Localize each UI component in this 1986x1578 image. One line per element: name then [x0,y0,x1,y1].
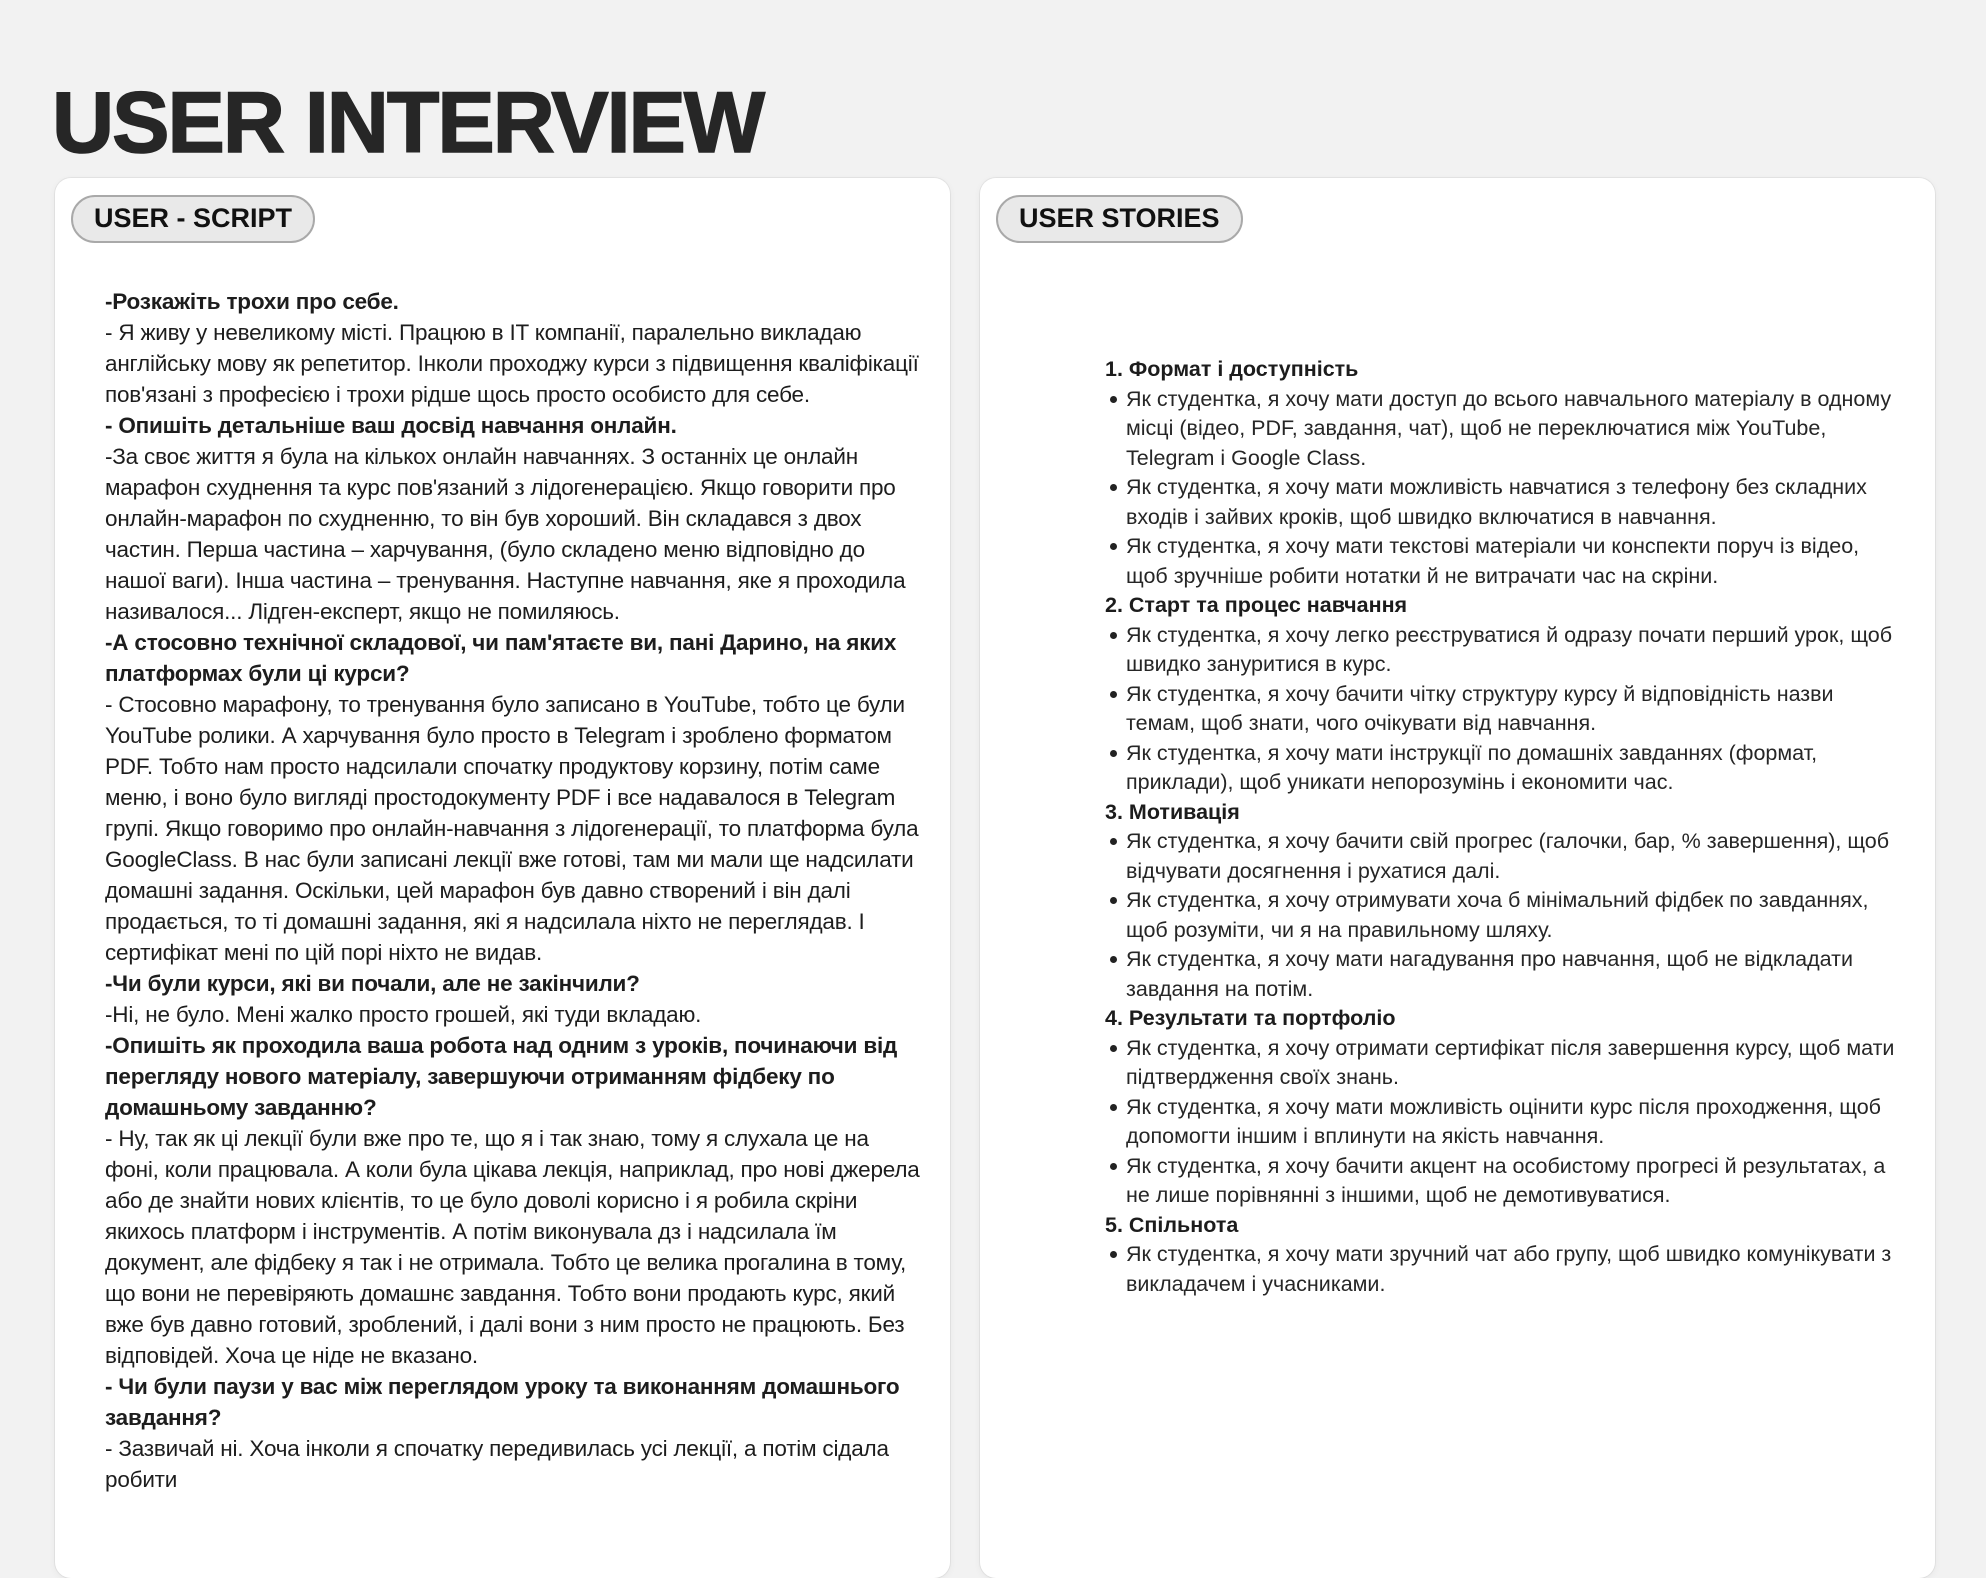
story-section-heading: 2. Старт та процес навчання [1105,593,1408,617]
story-section-heading: 5. Спільнота [1105,1212,1239,1237]
story-item: Як студентка, я хочу мати нагадування про навчання, щоб не відкладати завдання на потім. [1105,945,1903,1004]
story-section-heading: 3. Мотивація [1105,799,1240,824]
user-stories-list [980,243,1935,1299]
user-stories-badge[interactable]: USER STORIES [996,195,1243,243]
interview-answer: - Я живу у невеликому місті. Працюю в IT компанії, паралельно викладаю англійську мову як репетитор. Інколи проходжу курси з підвищення кваліфікації пов'язані з професією і трохи рідше щось просто особисто для себе. [105,320,919,407]
story-list [1105,1034,1903,1211]
interview-question: -Опишіть як проходила ваша робота над одним з уроків, починаючи від перегляду нового матеріалу, завершуючи отриманням фідбеку по домашньому завданню? [105,1033,898,1120]
story-item: Як студентка, я хочу легко реєструватися й одразу почати перший урок, щоб швидко зануритися в курс. [1105,621,1903,680]
story-list [1105,1240,1903,1299]
interview-question: - Чи були паузи у вас між переглядом уроку та виконанням домашнього завдання? [105,1374,900,1430]
interview-answer: - Стосовно марафону, то тренування було записано в YouTube, тобто це були YouTube ролики. А харчування було просто в Telegram і зроблено форматом PDF. Тобто нам просто надсилали спочатку продуктову корзину, потім саме меню, і воно було вигляді простодокументу PDF і все надавалося в Telegram групі. Якщо говоримо про онлайн-навчання з лідогенерації, то платформа була GoogleClass. В нас були записані лекції вже готові, там ми мали ще надсилати домашні задання. Оскільки, цей марафон був давно створений і він далі продається, то ті домашні задання, які я надсилала ніхто не переглядав. І сертифікат мені по цій порі ніхто не видав. [105,692,919,965]
story-item: Як студентка, я хочу бачити свій прогрес (галочки, бар, % завершення), щоб відчувати досягнення і рухатися далі. [1105,827,1903,886]
user-script-badge[interactable]: USER - SCRIPT [71,195,315,243]
story-item: Як студентка, я хочу отримувати хоча б мінімальний фідбек по завданнях, щоб розуміти, чи я на правильному шляху. [1105,886,1903,945]
user-script-panel[interactable] [55,178,950,1578]
story-list [1105,385,1903,592]
story-item: Як студентка, я хочу мати можливість навчатися з телефону без складних входів і зайвих кроків, щоб швидко включатися в навчання. [1105,473,1903,532]
interview-answer: - Ну, так як ці лекції були вже про те, що я і так знаю, тому я слухала це на фоні, коли працювала. А коли була цікава лекція, наприклад, про нові джерела або де знайти нових клієнтів, то це було доволі корисно і я робила скріни якихось платформ і інструментів. А потім виконувала дз і надсилала їм документ, але фідбеку я так і не отримала. Тобто це велика прогалина в тому, що вони не перевіряють домашнє завдання. Тобто вони продають курс, який вже був давно готовий, зроблений, і далі вони з ним просто не працюють. Без відповідей. Хоча це ніде не вказано. [105,1126,920,1368]
story-item: Як студентка, я хочу мати інструкції по домашніх завданнях (формат, приклади), щоб уникати непорозумінь і економити час. [1105,739,1903,798]
story-item: Як студентка, я хочу бачити акцент на особистому прогресі й результатах, а не лише порівнянні з іншими, щоб не демотивуватися. [1105,1152,1903,1211]
interview-question: - Опишіть детальніше ваш досвід навчання онлайн. [105,413,677,438]
story-section-heading: 1. Формат і доступність [1105,357,1359,381]
interview-question: -Розкажіть трохи про себе. [105,289,399,314]
story-item: Як студентка, я хочу мати текстові матеріали чи конспекти поруч із відео, щоб зручніше робити нотатки й не витрачати час на скріни. [1105,532,1903,591]
page-title: USER INTERVIEW [52,74,764,171]
interview-answer: - Зазвичай ні. Хоча інколи я спочатку передивилась усі лекції, а потім сідала робити [105,1436,889,1492]
story-item: Як студентка, я хочу бачити чітку структуру курсу й відповідність назви темам, щоб знати, чого очікувати від навчання. [1105,680,1903,739]
interview-question: -А стосовно технічної складової, чи пам'ятаєте ви, пані Дарино, на яких платформах були ці курси? [105,630,897,686]
story-item: Як студентка, я хочу отримати сертифікат після завершення курсу, щоб мати підтвердження своїх знань. [1105,1034,1903,1093]
interview-answer: -За своє життя я була на кількох онлайн навчаннях. З останніх це онлайн марафон схуднення та курс пов'язаний з лідогенерацією. Якщо говорити про онлайн-марафон по схудненню, то він був хороший. Він складався з двох частин. Перша частина – харчування, (було складено меню відповідно до нашої ваги). Інша частина – тренування. Наступне навчання, яке я проходила називалося... Лідген-експерт, якщо не помиляюсь. [105,444,906,624]
interview-transcript [55,243,950,1495]
user-stories-panel[interactable] [980,178,1935,1578]
interview-question: -Чи були курси, які ви почали, але не закінчили? [105,971,640,996]
story-section-heading: 4. Результати та портфоліо [1105,1006,1396,1030]
story-list [1105,621,1903,798]
story-list [1105,827,1903,1004]
interview-answer: -Ні, не було. Мені жалко просто грошей, які туди вкладаю. [105,1002,702,1027]
story-item: Як студентка, я хочу мати можливість оцінити курс після проходження, щоб допомогти іншим і вплинути на якість навчання. [1105,1093,1903,1152]
story-item: Як студентка, я хочу мати доступ до всього навчального матеріалу в одному місці (відео, PDF, завдання, чат), щоб не переключатися між YouTube, Telegram і Google Class. [1105,385,1903,474]
story-item: Як студентка, я хочу мати зручний чат або групу, щоб швидко комунікувати з викладачем і учасниками. [1105,1240,1903,1299]
